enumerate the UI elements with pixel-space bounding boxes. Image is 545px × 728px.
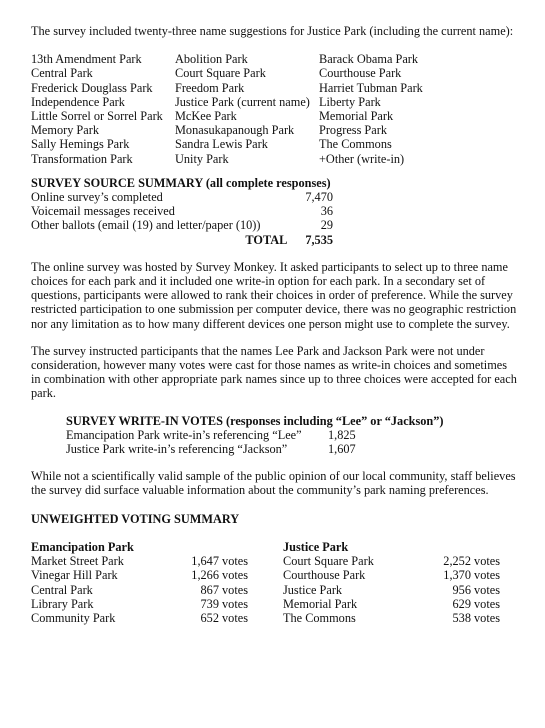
vote-row: [283, 554, 500, 568]
source-row: [31, 190, 333, 204]
name-suggestion: Frederick Douglass Park: [31, 80, 153, 95]
vote-name: Vinegar Hill Park: [31, 568, 118, 583]
vote-count: 629 votes: [452, 596, 500, 611]
vote-count: 538 votes: [452, 610, 500, 625]
name-suggestions-list: [31, 52, 517, 166]
online-survey-paragraph: The online survey was hosted by Survey Monkey. It asked participants to select up to three name choices for each park and it included one write-in option for each park. In a secondary set of questions, participants were allowed to rank their choices in order of preference. While the survey restricted participation to one submission per computer device, there was no geographic restriction nor any limitation as to how many different devices one person might use to complete the survey.: [31, 259, 517, 331]
name-suggestion: Memory Park: [31, 123, 99, 138]
vote-row: [283, 568, 500, 582]
vote-row: [283, 597, 500, 611]
name-suggestion: Barack Obama Park: [319, 52, 419, 67]
source-row-value: 36: [320, 204, 333, 219]
writein-row: [66, 428, 517, 442]
vote-row: [31, 568, 248, 582]
source-total-value: 7,535: [305, 232, 333, 247]
vote-row: [31, 611, 248, 625]
name-suggestion: Monasukapanough Park: [175, 123, 295, 138]
emancipation-park-column: [31, 540, 248, 625]
name-suggestion: Central Park: [31, 66, 93, 81]
name-suggestion: Freedom Park: [175, 80, 245, 95]
source-summary: [31, 176, 333, 247]
name-suggestion: 13th Amendment Park: [31, 52, 142, 67]
justice-park-column: [283, 540, 500, 625]
vote-count: 739 votes: [200, 596, 248, 611]
writein-summary: [66, 414, 517, 457]
name-suggestion: McKee Park: [175, 109, 237, 124]
column-heading: Emancipation Park: [31, 539, 134, 554]
vote-row: [31, 583, 248, 597]
vote-count: 956 votes: [452, 582, 500, 597]
name-suggestion: Independence Park: [31, 94, 125, 109]
vote-name: Market Street Park: [31, 554, 124, 569]
name-suggestion: Harriet Tubman Park: [319, 80, 423, 95]
source-row-label: Online survey’s completed: [31, 190, 163, 205]
writein-row-value: 1,607: [328, 442, 356, 457]
name-suggestion: Sally Hemings Park: [31, 137, 130, 152]
vote-count: 2,252 votes: [443, 554, 500, 569]
source-total-label: TOTAL: [245, 232, 288, 247]
document-page: [31, 24, 517, 625]
vote-name: Memorial Park: [283, 596, 358, 611]
conclusion-paragraph: While not a scientifically valid sample of the public opinion of our local community, staff believes the survey did surface valuable information about the community’s park naming preferences.: [31, 469, 516, 498]
vote-name: The Commons: [283, 610, 356, 625]
name-suggestion: Unity Park: [175, 151, 229, 166]
vote-count: 652 votes: [200, 610, 248, 625]
name-suggestion: The Commons: [319, 137, 392, 152]
vote-name: Library Park: [31, 596, 94, 611]
name-suggestion: Memorial Park: [319, 109, 394, 124]
source-row-label: Voicemail messages received: [31, 204, 175, 219]
intro-text: The survey included twenty-three name suggestions for Justice Park (including the current name):: [31, 24, 514, 38]
source-row: [31, 204, 333, 218]
vote-count: 1,370 votes: [443, 568, 500, 583]
name-suggestion: Transformation Park: [31, 151, 133, 166]
vote-name: Courthouse Park: [283, 568, 366, 583]
vote-row: [283, 611, 500, 625]
name-suggestion: Little Sorrel or Sorrel Park: [31, 109, 163, 124]
vote-row: [31, 597, 248, 611]
source-row: [31, 218, 333, 232]
name-suggestion: Courthouse Park: [319, 66, 402, 81]
writein-row: [66, 442, 517, 456]
name-suggestion: Progress Park: [319, 123, 387, 138]
vote-name: Court Square Park: [283, 554, 374, 569]
unweighted-title: UNWEIGHTED VOTING SUMMARY: [31, 511, 240, 526]
vote-row: [31, 554, 248, 568]
instructions-paragraph: The survey instructed participants that the names Lee Park and Jackson Park were not under consideration, however many votes were cast for those names as write-in choices and sometimes in combination with other appropriate park names since up to three choices were accepted for each park.: [31, 343, 517, 401]
unweighted-vote-columns: [31, 540, 517, 625]
name-suggestion: +Other (write-in): [319, 151, 405, 166]
source-total-row: [31, 233, 333, 247]
name-suggestion: Abolition Park: [175, 52, 248, 67]
source-summary-title: SURVEY SOURCE SUMMARY (all complete responses): [31, 175, 331, 190]
writein-row-label: Justice Park write-in’s referencing “Jackson”: [66, 442, 288, 457]
name-suggestion: Court Square Park: [175, 66, 266, 81]
name-suggestion: Justice Park (current name): [175, 94, 310, 109]
vote-name: Central Park: [31, 582, 93, 597]
vote-name: Community Park: [31, 610, 116, 625]
name-suggestion: Liberty Park: [319, 94, 381, 109]
vote-row: [283, 583, 500, 597]
writein-row-value: 1,825: [328, 427, 356, 442]
vote-count: 1,266 votes: [191, 568, 248, 583]
vote-name: Justice Park: [283, 582, 343, 597]
source-row-label: Other ballots (email (19) and letter/paper (10)): [31, 218, 261, 233]
vote-count: 1,647 votes: [191, 554, 248, 569]
column-heading: Justice Park: [283, 539, 349, 554]
source-row-value: 29: [320, 218, 333, 233]
writein-title: SURVEY WRITE-IN VOTES (responses including “Lee” or “Jackson”): [66, 413, 444, 428]
vote-count: 867 votes: [200, 582, 248, 597]
writein-row-label: Emancipation Park write-in’s referencing “Lee”: [66, 427, 302, 442]
source-row-value: 7,470: [305, 190, 333, 205]
name-suggestion: Sandra Lewis Park: [175, 137, 268, 152]
